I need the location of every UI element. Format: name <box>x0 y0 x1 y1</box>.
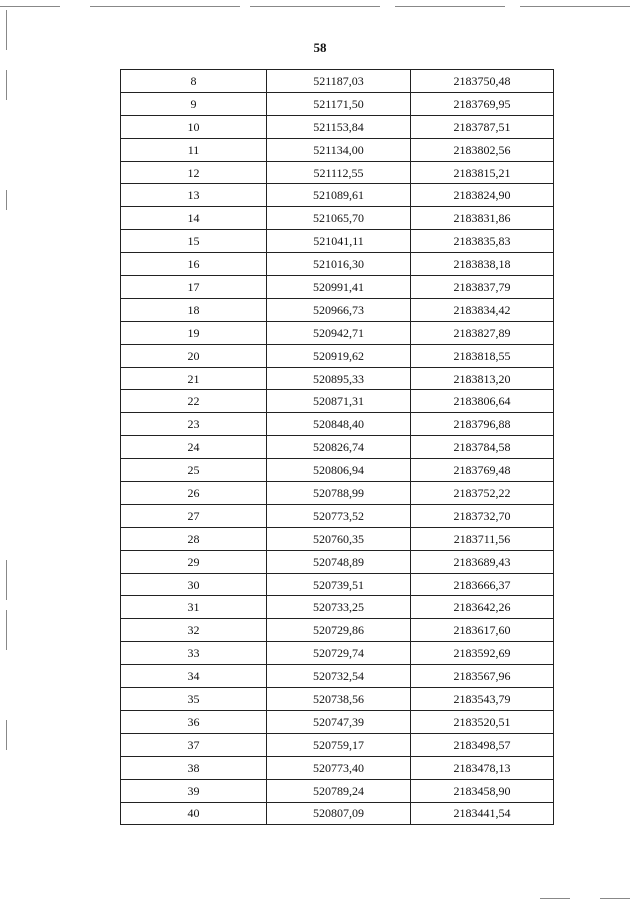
y-coordinate-cell: 2183824,90 <box>411 184 554 207</box>
x-coordinate-cell: 520942,71 <box>267 321 411 344</box>
table-row <box>121 298 554 321</box>
x-coordinate-cell: 521089,61 <box>267 184 411 207</box>
point-number-cell: 38 <box>121 756 267 779</box>
point-number-cell: 23 <box>121 413 267 436</box>
x-coordinate-cell: 520871,31 <box>267 390 411 413</box>
y-coordinate-cell: 2183834,42 <box>411 298 554 321</box>
x-coordinate-cell: 520773,52 <box>267 504 411 527</box>
x-coordinate-cell: 520760,35 <box>267 527 411 550</box>
x-coordinate-cell: 520773,40 <box>267 756 411 779</box>
table-row <box>121 527 554 550</box>
point-number-cell: 37 <box>121 733 267 756</box>
x-coordinate-cell: 520895,33 <box>267 367 411 390</box>
y-coordinate-cell: 2183689,43 <box>411 550 554 573</box>
x-coordinate-cell: 520807,09 <box>267 802 411 825</box>
table-row <box>121 665 554 688</box>
y-coordinate-cell: 2183784,58 <box>411 436 554 459</box>
table-row <box>121 779 554 802</box>
x-coordinate-cell: 520732,54 <box>267 665 411 688</box>
x-coordinate-cell: 520826,74 <box>267 436 411 459</box>
y-coordinate-cell: 2183787,51 <box>411 115 554 138</box>
table-row <box>121 436 554 459</box>
point-number-cell: 32 <box>121 619 267 642</box>
point-number-cell: 11 <box>121 138 267 161</box>
page-number: 58 <box>313 40 327 55</box>
table-row <box>121 482 554 505</box>
point-number-cell: 14 <box>121 207 267 230</box>
table-row <box>121 253 554 276</box>
table-row <box>121 390 554 413</box>
y-coordinate-cell: 2183750,48 <box>411 70 554 93</box>
y-coordinate-cell: 2183835,83 <box>411 230 554 253</box>
table-row <box>121 459 554 482</box>
scan-artifact-line <box>600 898 630 899</box>
point-number-cell: 8 <box>121 70 267 93</box>
table-row <box>121 138 554 161</box>
y-coordinate-cell: 2183543,79 <box>411 688 554 711</box>
point-number-cell: 36 <box>121 710 267 733</box>
point-number-cell: 16 <box>121 253 267 276</box>
point-number-cell: 17 <box>121 276 267 299</box>
x-coordinate-cell: 520747,39 <box>267 710 411 733</box>
x-coordinate-cell: 521171,50 <box>267 92 411 115</box>
point-number-cell: 24 <box>121 436 267 459</box>
x-coordinate-cell: 520919,62 <box>267 344 411 367</box>
coordinates-table-body <box>121 70 554 825</box>
table-row <box>121 184 554 207</box>
table-row <box>121 504 554 527</box>
y-coordinate-cell: 2183769,95 <box>411 92 554 115</box>
table-row <box>121 70 554 93</box>
x-coordinate-cell: 521041,11 <box>267 230 411 253</box>
x-coordinate-cell: 521016,30 <box>267 253 411 276</box>
table-row <box>121 230 554 253</box>
point-number-cell: 9 <box>121 92 267 115</box>
x-coordinate-cell: 521112,55 <box>267 161 411 184</box>
y-coordinate-cell: 2183617,60 <box>411 619 554 642</box>
scan-artifact-line <box>6 720 7 750</box>
scan-artifact-line <box>6 610 7 650</box>
y-coordinate-cell: 2183802,56 <box>411 138 554 161</box>
y-coordinate-cell: 2183567,96 <box>411 665 554 688</box>
x-coordinate-cell: 521187,03 <box>267 70 411 93</box>
table-row <box>121 642 554 665</box>
x-coordinate-cell: 520991,41 <box>267 276 411 299</box>
y-coordinate-cell: 2183666,37 <box>411 573 554 596</box>
scan-artifact-line <box>0 6 60 7</box>
x-coordinate-cell: 520729,86 <box>267 619 411 642</box>
table-row <box>121 802 554 825</box>
point-number-cell: 33 <box>121 642 267 665</box>
table-row <box>121 367 554 390</box>
point-number-cell: 22 <box>121 390 267 413</box>
x-coordinate-cell: 520848,40 <box>267 413 411 436</box>
y-coordinate-cell: 2183813,20 <box>411 367 554 390</box>
point-number-cell: 39 <box>121 779 267 802</box>
x-coordinate-cell: 520748,89 <box>267 550 411 573</box>
point-number-cell: 27 <box>121 504 267 527</box>
y-coordinate-cell: 2183520,51 <box>411 710 554 733</box>
table-row <box>121 688 554 711</box>
table-row <box>121 619 554 642</box>
point-number-cell: 26 <box>121 482 267 505</box>
table-row <box>121 413 554 436</box>
table-row <box>121 550 554 573</box>
point-number-cell: 35 <box>121 688 267 711</box>
table-row <box>121 161 554 184</box>
y-coordinate-cell: 2183458,90 <box>411 779 554 802</box>
point-number-cell: 10 <box>121 115 267 138</box>
x-coordinate-cell: 520788,99 <box>267 482 411 505</box>
table-row <box>121 207 554 230</box>
x-coordinate-cell: 520729,74 <box>267 642 411 665</box>
table-row <box>121 733 554 756</box>
table-row <box>121 92 554 115</box>
y-coordinate-cell: 2183796,88 <box>411 413 554 436</box>
x-coordinate-cell: 520759,17 <box>267 733 411 756</box>
y-coordinate-cell: 2183441,54 <box>411 802 554 825</box>
y-coordinate-cell: 2183769,48 <box>411 459 554 482</box>
point-number-cell: 31 <box>121 596 267 619</box>
x-coordinate-cell: 520966,73 <box>267 298 411 321</box>
scan-artifact-line <box>250 6 380 7</box>
point-number-cell: 29 <box>121 550 267 573</box>
point-number-cell: 34 <box>121 665 267 688</box>
point-number-cell: 40 <box>121 802 267 825</box>
x-coordinate-cell: 520733,25 <box>267 596 411 619</box>
y-coordinate-cell: 2183831,86 <box>411 207 554 230</box>
x-coordinate-cell: 521134,00 <box>267 138 411 161</box>
y-coordinate-cell: 2183815,21 <box>411 161 554 184</box>
scan-artifact-line <box>90 6 240 7</box>
table-row <box>121 115 554 138</box>
point-number-cell: 28 <box>121 527 267 550</box>
table-row <box>121 573 554 596</box>
y-coordinate-cell: 2183837,79 <box>411 276 554 299</box>
y-coordinate-cell: 2183827,89 <box>411 321 554 344</box>
scan-artifact-line <box>6 560 7 600</box>
point-number-cell: 25 <box>121 459 267 482</box>
table-row <box>121 344 554 367</box>
y-coordinate-cell: 2183498,57 <box>411 733 554 756</box>
table-row <box>121 596 554 619</box>
y-coordinate-cell: 2183711,56 <box>411 527 554 550</box>
table-row <box>121 710 554 733</box>
y-coordinate-cell: 2183478,13 <box>411 756 554 779</box>
y-coordinate-cell: 2183732,70 <box>411 504 554 527</box>
table-row <box>121 276 554 299</box>
table-row <box>121 756 554 779</box>
y-coordinate-cell: 2183818,55 <box>411 344 554 367</box>
x-coordinate-cell: 520738,56 <box>267 688 411 711</box>
scan-artifact-line <box>395 6 505 7</box>
x-coordinate-cell: 520739,51 <box>267 573 411 596</box>
point-number-cell: 18 <box>121 298 267 321</box>
point-number-cell: 20 <box>121 344 267 367</box>
point-number-cell: 13 <box>121 184 267 207</box>
point-number-cell: 21 <box>121 367 267 390</box>
y-coordinate-cell: 2183752,22 <box>411 482 554 505</box>
scan-artifact-line <box>6 190 7 210</box>
point-number-cell: 30 <box>121 573 267 596</box>
y-coordinate-cell: 2183838,18 <box>411 253 554 276</box>
point-number-cell: 12 <box>121 161 267 184</box>
scan-artifact-line <box>520 6 630 7</box>
x-coordinate-cell: 521065,70 <box>267 207 411 230</box>
y-coordinate-cell: 2183592,69 <box>411 642 554 665</box>
x-coordinate-cell: 520806,94 <box>267 459 411 482</box>
y-coordinate-cell: 2183806,64 <box>411 390 554 413</box>
point-number-cell: 15 <box>121 230 267 253</box>
table-row <box>121 321 554 344</box>
coordinates-table <box>120 69 554 825</box>
x-coordinate-cell: 521153,84 <box>267 115 411 138</box>
x-coordinate-cell: 520789,24 <box>267 779 411 802</box>
scan-artifact-line <box>6 70 7 100</box>
y-coordinate-cell: 2183642,26 <box>411 596 554 619</box>
scan-artifact-line <box>540 898 570 899</box>
point-number-cell: 19 <box>121 321 267 344</box>
